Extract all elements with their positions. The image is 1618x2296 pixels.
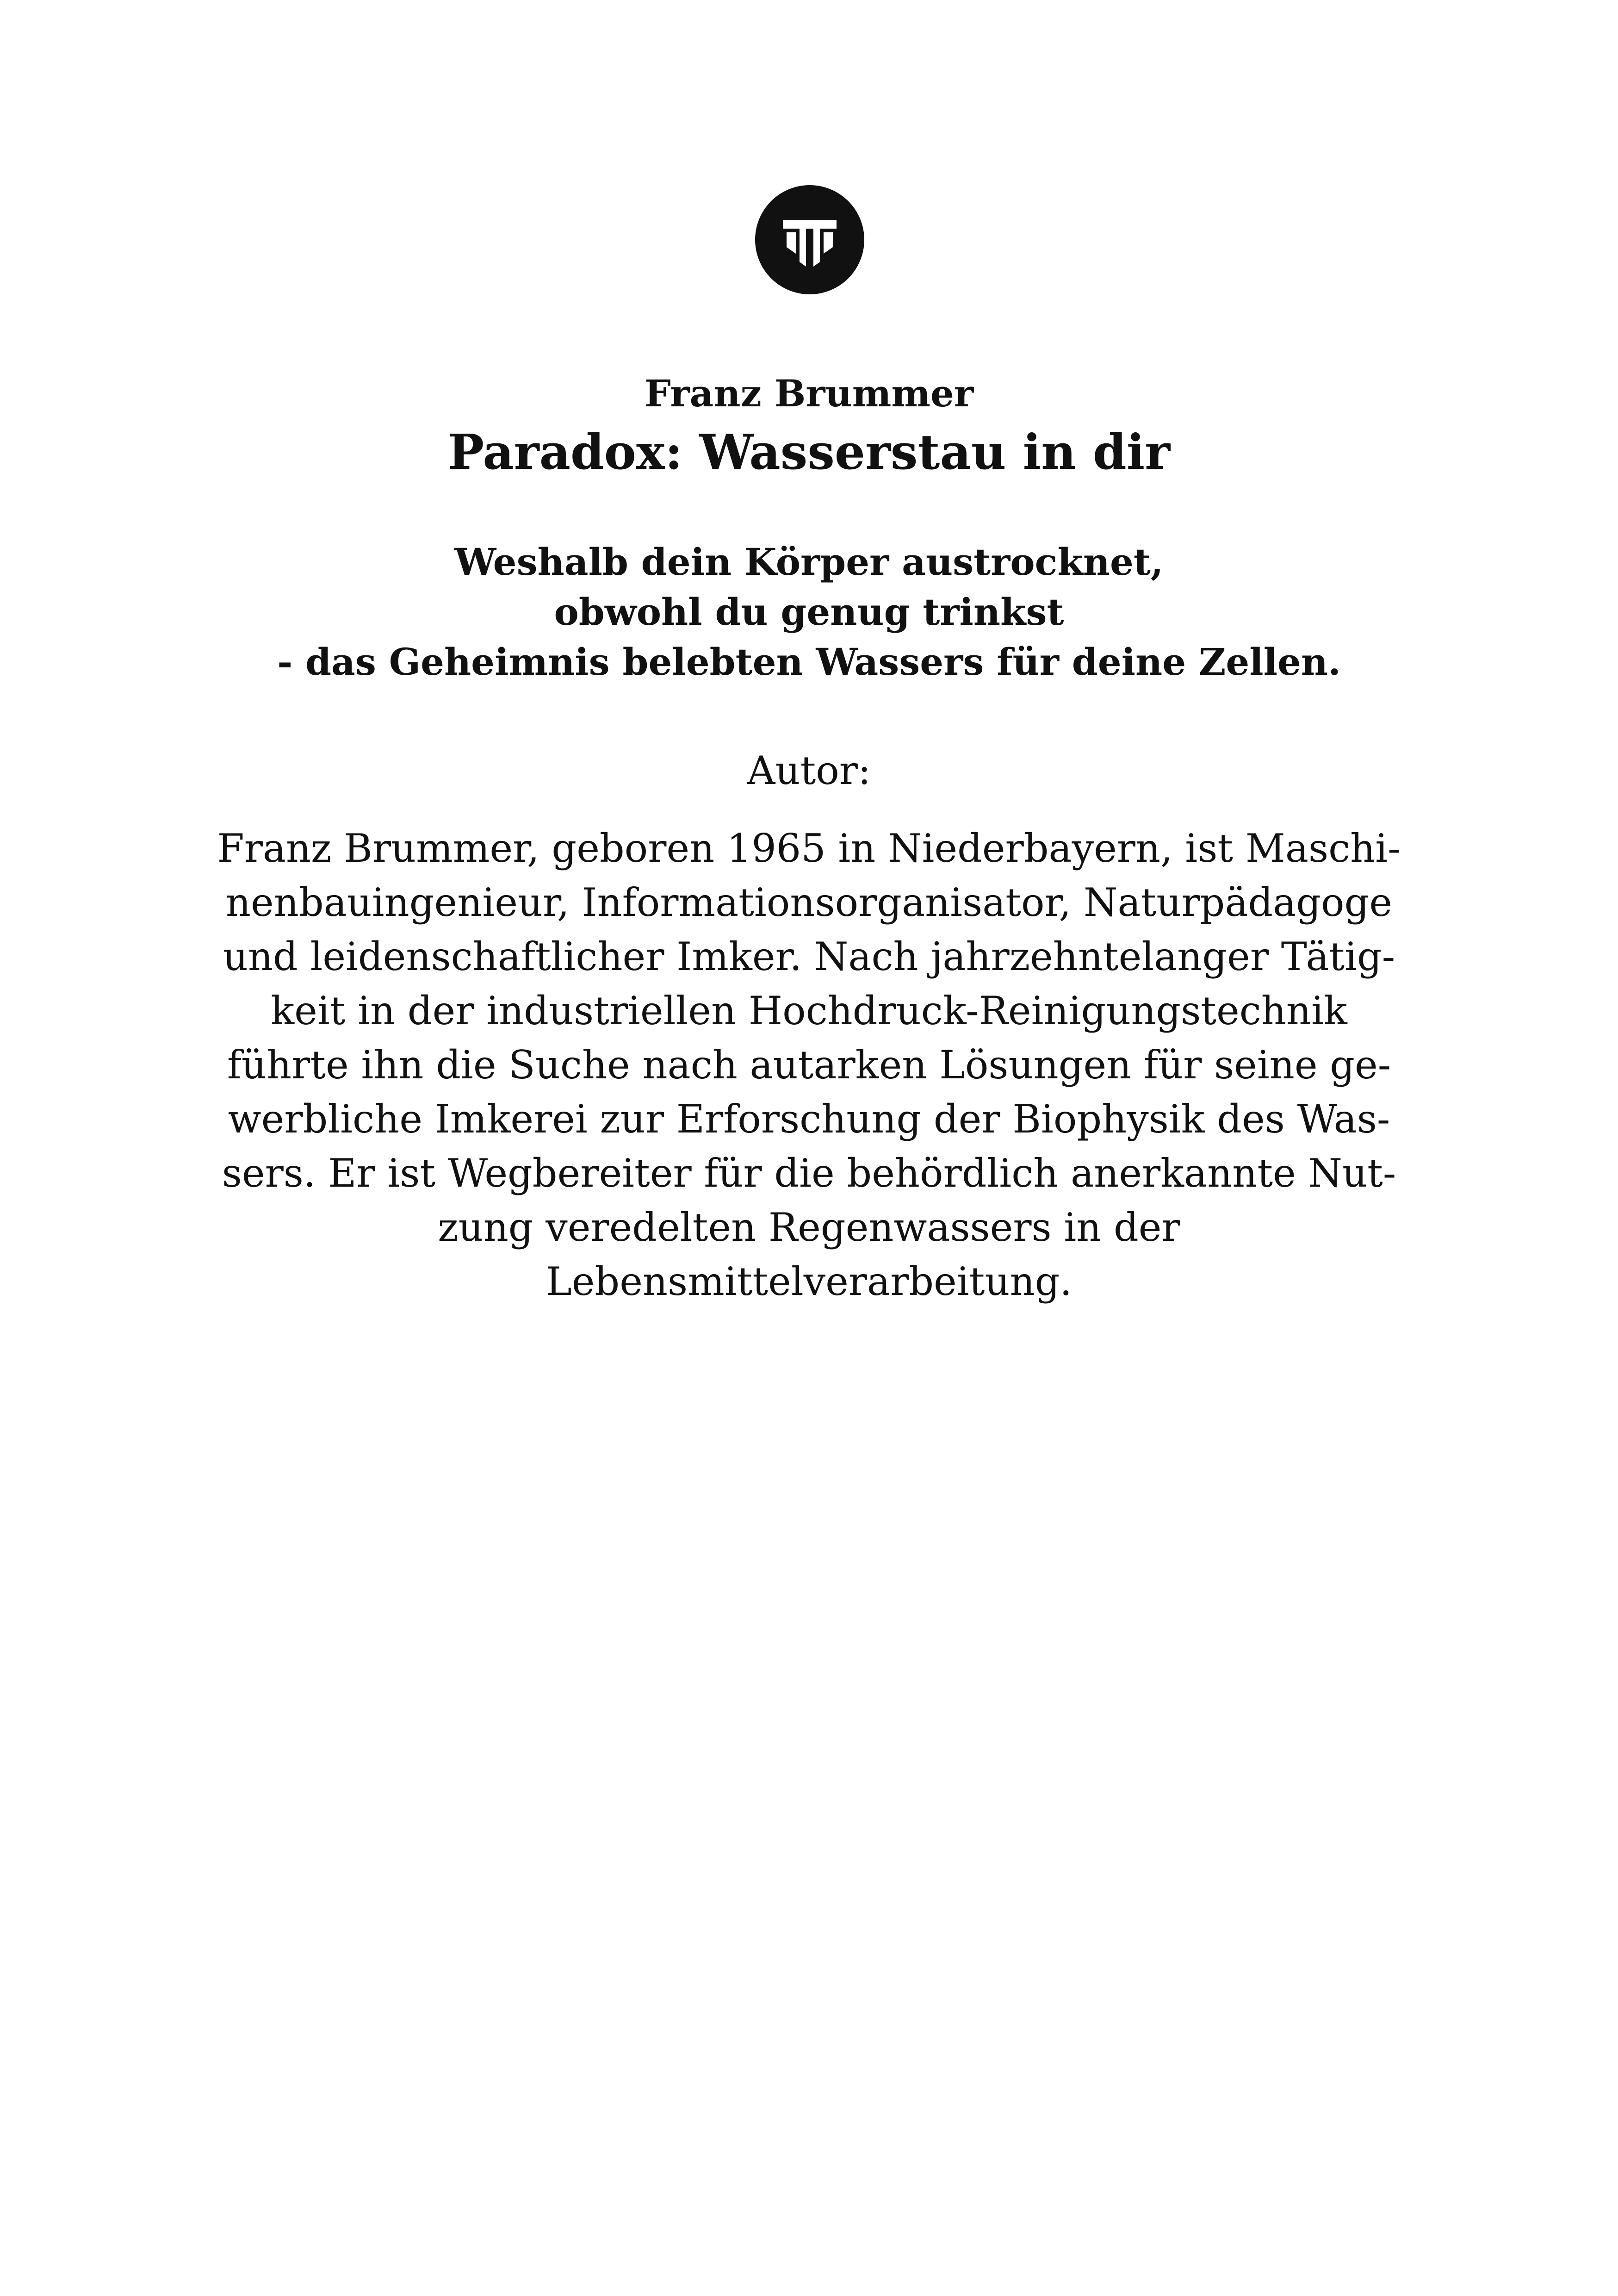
subtitle-line: - das Geheimnis belebten Wassers für deine Zellen. <box>277 640 1341 684</box>
bio-line: Franz Brummer, geboren 1965 in Niederbayern, ist Maschi- <box>217 826 1401 871</box>
author-name: Franz Brummer <box>644 372 974 415</box>
book-title: Paradox: Wasserstau in dir <box>447 423 1170 480</box>
bio-line: nenbauingenieur, Informationsorganisator, Naturpädagoge <box>225 880 1393 925</box>
bio-line: und leidenschaftlicher Imker. Nach jahrzehntelanger Tätig- <box>223 934 1395 979</box>
bio-line: Lebensmittelverarbeitung. <box>546 1259 1072 1304</box>
subtitle-line: Weshalb dein Körper austrocknet, <box>454 540 1164 584</box>
bio-line: werbliche Imkerei zur Erforschung der Biophysik des Was- <box>228 1096 1390 1142</box>
subtitle <box>176 537 1442 687</box>
publisher-logo-icon <box>754 184 865 295</box>
bio-line: sers. Er ist Wegbereiter für die behördlich anerkannte Nut- <box>222 1151 1396 1196</box>
author-label: Autor: <box>747 748 871 793</box>
bio-line: keit in der industriellen Hochdruck-Reinigungstechnik <box>271 988 1347 1033</box>
bio-line: führte ihn die Suche nach autarken Lösungen für seine ge- <box>227 1042 1391 1088</box>
author-bio <box>190 821 1428 1309</box>
subtitle-line: obwohl du genug trinkst <box>554 590 1064 634</box>
bio-line: zung veredelten Regenwassers in der <box>438 1205 1180 1250</box>
